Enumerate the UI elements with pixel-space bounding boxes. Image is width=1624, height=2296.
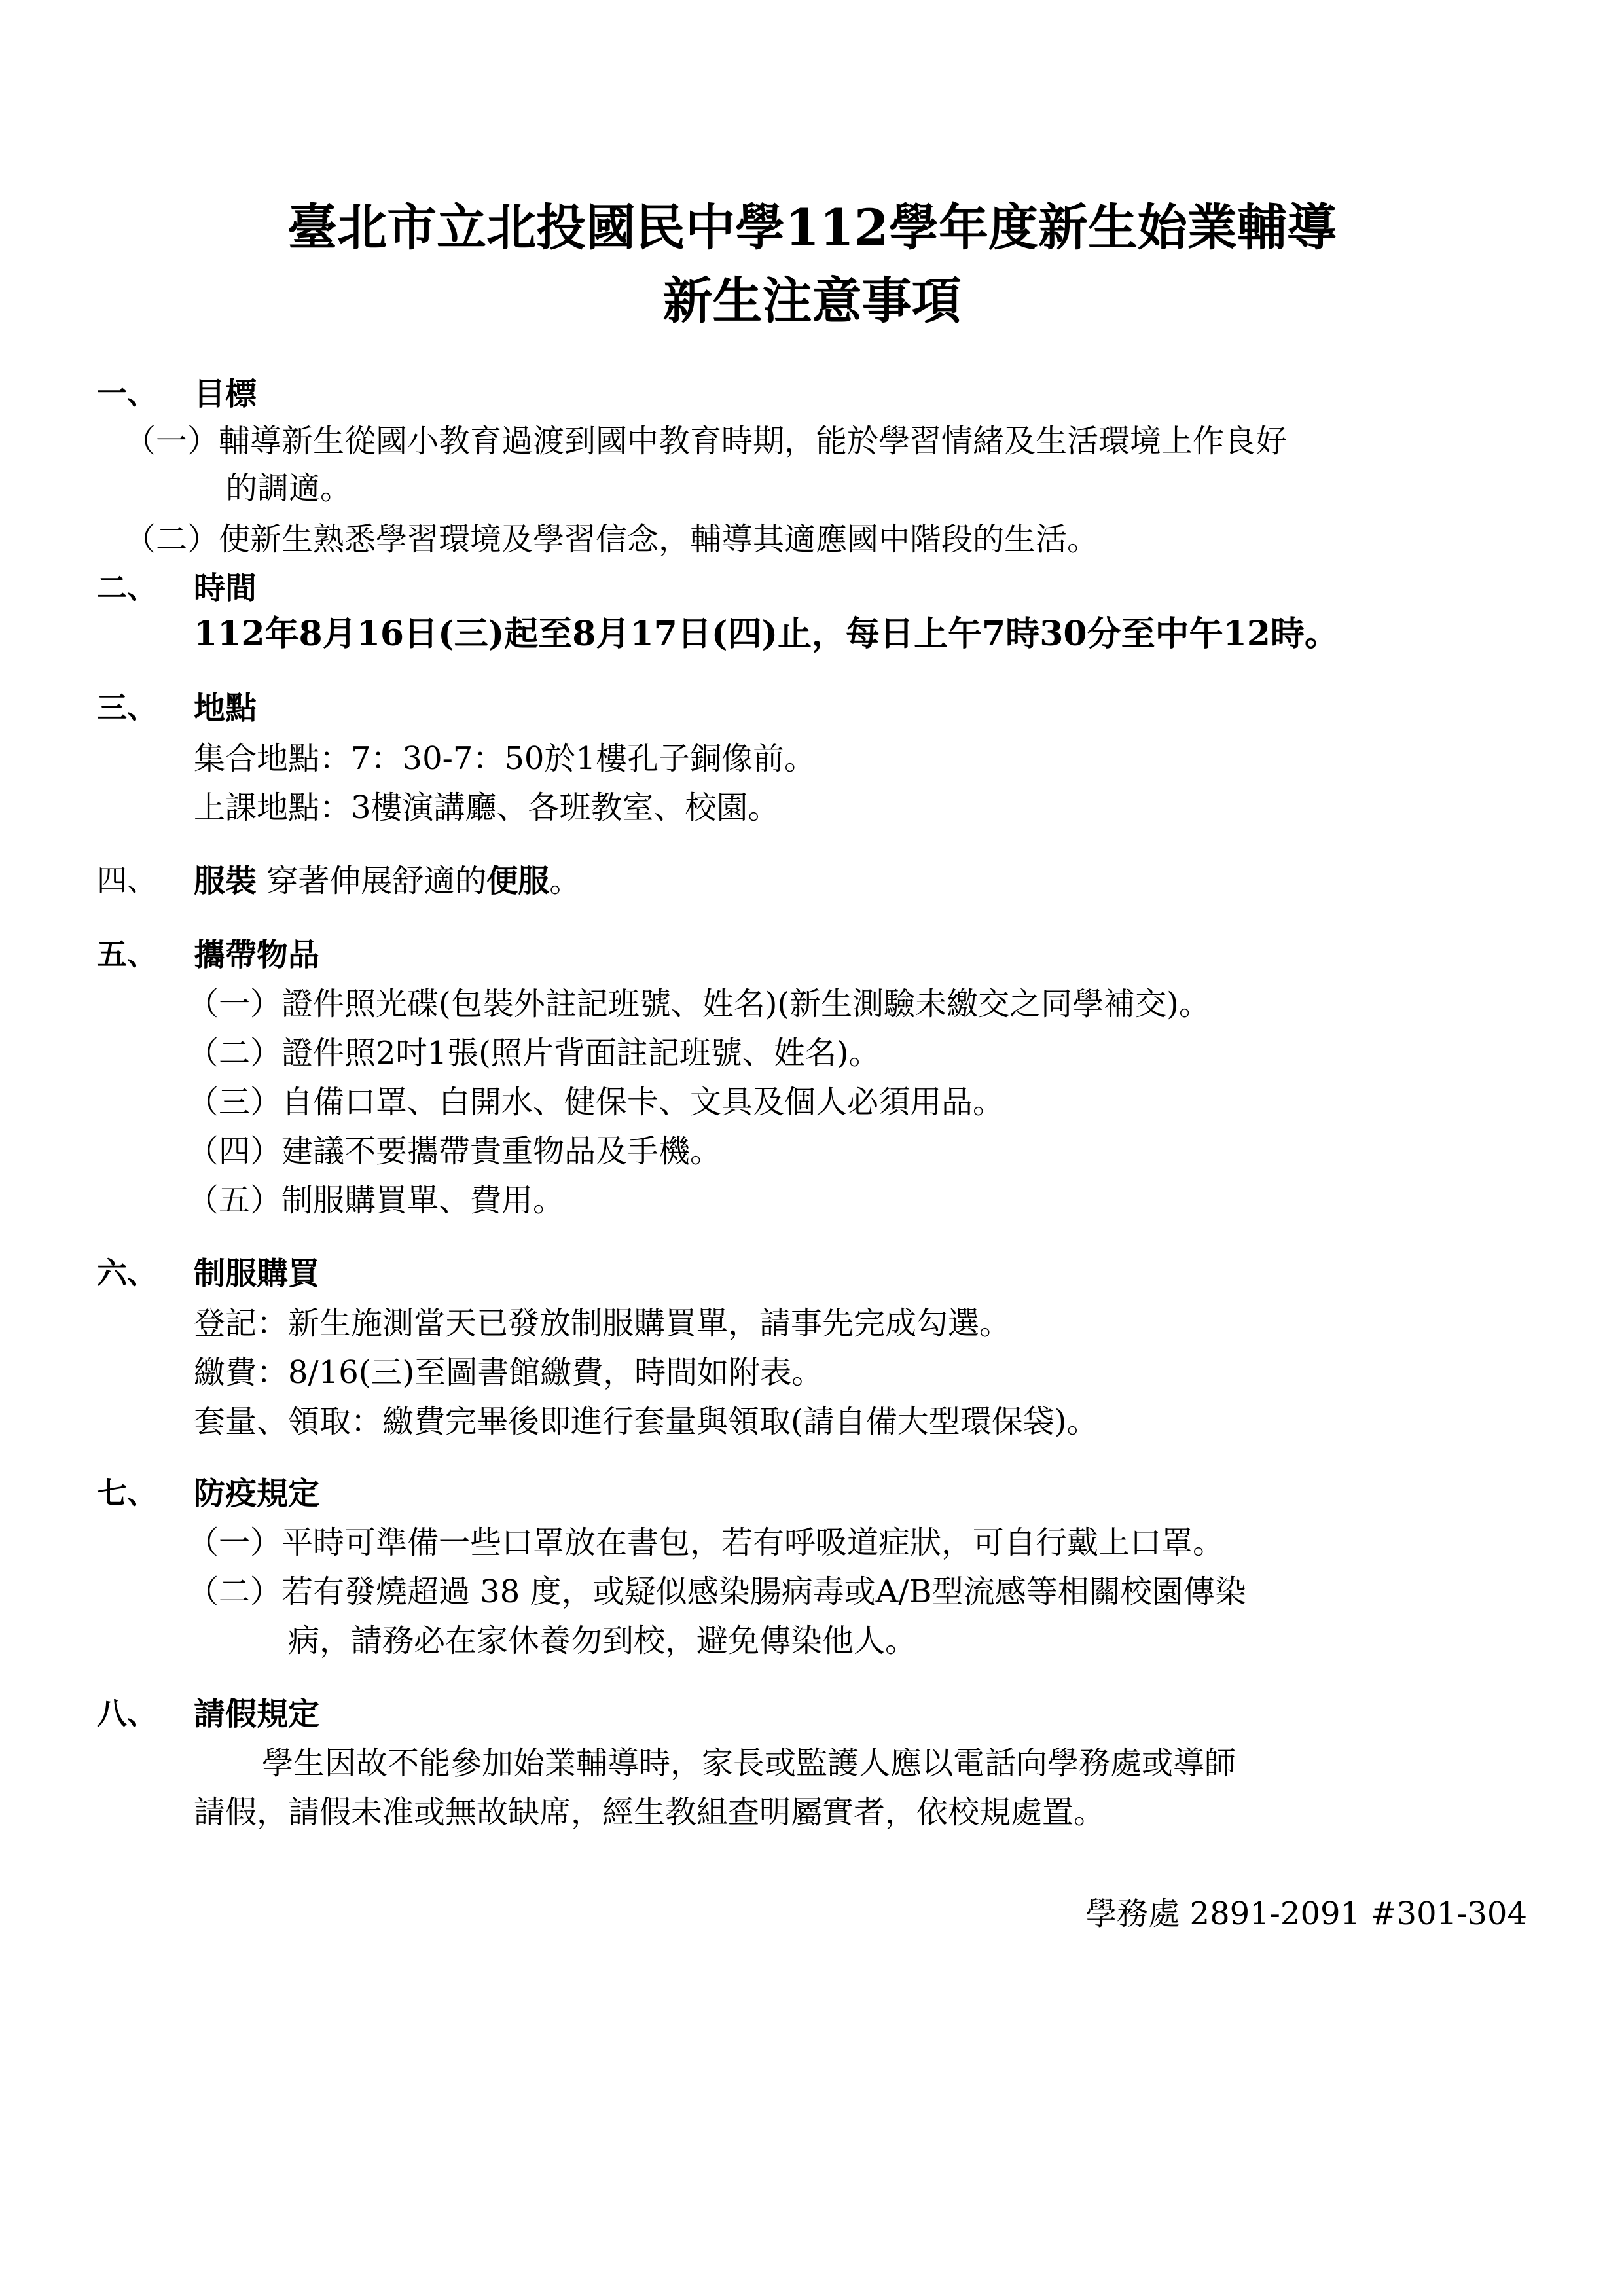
section-8-heading: 請假規定 (194, 1696, 320, 1732)
section-6-line-3: 套量、領取：繳費完畢後即進行套量與領取(請自備大型環保袋)。 (194, 1403, 1098, 1440)
section-4-heading: 服裝 (194, 863, 257, 899)
section-8-line-1: 學生因故不能參加始業輔導時，家長或監護人應以電話向學務處或導師 (262, 1745, 1236, 1782)
section-8-number: 八、 (97, 1696, 157, 1731)
section-4-text-after: 。 (549, 863, 581, 899)
section-6-number: 六、 (97, 1255, 157, 1291)
section-3-line-1: 集合地點：7：30-7：50於1樓孔子銅像前。 (194, 740, 816, 777)
section-1-item-1: （一）輔導新生從國小教育過渡到國中教育時期，能於學習情緒及生活環境上作良好 (124, 423, 1288, 459)
section-3-number: 三、 (97, 690, 157, 725)
section-7-number: 七、 (97, 1475, 157, 1511)
section-1-number: 一、 (97, 376, 157, 411)
section-7-heading: 防疫規定 (194, 1475, 320, 1512)
section-8-line-2: 請假，請假未准或無故缺席，經生教組查明屬實者，依校規處置。 (194, 1794, 1106, 1831)
contact-footer: 學務處 2891-2091 #301-304 (1085, 1895, 1527, 1932)
section-5-number: 五、 (97, 937, 157, 972)
section-5-item-3: （三）自備口罩、白開水、健保卡、文具及個人必須用品。 (187, 1084, 1005, 1121)
section-3-line-2: 上課地點：3樓演講廳、各班教室、校園。 (194, 789, 780, 826)
section-5-item-4: （四）建議不要攜帶貴重物品及手機。 (187, 1133, 722, 1170)
section-4-text-before: 穿著伸展舒適的 (257, 863, 487, 899)
section-7-item-1: （一）平時可準備一些口罩放在書包，若有呼吸道症狀，可自行戴上口罩。 (187, 1524, 1225, 1561)
document-subtitle: 新生注意事項 (662, 272, 962, 330)
section-7-item-2: （二）若有發燒超過 38 度，或疑似感染腸病毒或A/B型流感等相關校園傳染 (187, 1573, 1246, 1610)
section-4-number: 四、 (97, 863, 157, 898)
section-5-item-5: （五）制服購買單、費用。 (187, 1182, 565, 1219)
section-1-heading: 目標 (194, 376, 257, 412)
section-6-heading: 制服購買 (194, 1255, 320, 1292)
section-3-heading: 地點 (194, 690, 257, 726)
section-5-heading: 攜帶物品 (194, 937, 320, 973)
section-2-time: 112年8月16日(三)起至8月17日(四)止，每日上午7時30分至中午12時。 (194, 614, 1339, 654)
section-2-number: 二、 (97, 570, 157, 605)
section-1-item-1-cont: 的調適。 (226, 470, 352, 507)
section-6-line-2: 繳費：8/16(三)至圖書館繳費，時間如附表。 (194, 1354, 823, 1391)
section-2-heading: 時間 (194, 570, 257, 607)
section-7-item-2-cont: 病，請務必在家休養勿到校，避免傳染他人。 (288, 1623, 917, 1659)
section-4-line (194, 865, 581, 897)
section-5-item-2: （二）證件照2吋1張(照片背面註記班號、姓名)。 (187, 1035, 880, 1071)
section-4-text-bold: 便服 (486, 863, 550, 899)
document-title: 臺北市立北投國民中學112學年度新生始業輔導 (287, 198, 1337, 257)
section-5-item-1: （一）證件照光碟(包裝外註記班號、姓名)(新生測驗未繳交之同學補交)。 (187, 986, 1210, 1022)
section-1-item-2: （二）使新生熟悉學習環境及學習信念，輔導其適應國中階段的生活。 (124, 521, 1099, 558)
section-6-line-1: 登記：新生施測當天已發放制服購買單，請事先完成勾選。 (194, 1305, 1011, 1342)
